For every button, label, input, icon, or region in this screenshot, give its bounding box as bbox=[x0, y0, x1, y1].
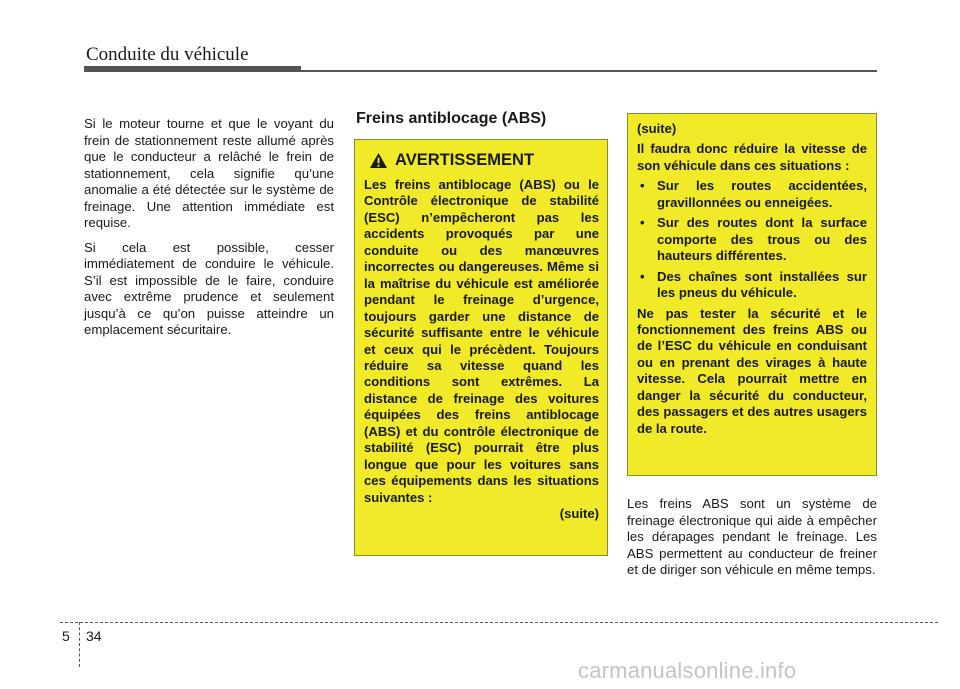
warning-box bbox=[354, 139, 608, 556]
warning-body: Les freins antiblocage (ABS) ou le Contrôle électronique de stabilité (ESC) n’empêcheront pas les accidents provoqués par une conduite ou des manœuvres incorrectes ou dangereuses. Même si la maîtrise du véhicule est améliorée pendant le freinage d’urgence, toujours garder une distance de sécurité suffisante entre le véhicule et ceux qui le précèdent. Toujours réduire sa vitesse quand les conditions sont extrêmes. La distance de freinage des voitures équipées des freins antiblocage (ABS) et du contrôle électronique de stabilité (ESC) pourrait être plus longue que pour les voitures sans ces équipements dans les situations suivantes : bbox=[364, 177, 599, 505]
page-number: 34 bbox=[86, 628, 102, 644]
continued-label: (suite) bbox=[637, 121, 677, 136]
left-column bbox=[84, 116, 334, 347]
footer-divider bbox=[79, 622, 80, 667]
paragraph-parking-brake-warning: Si le moteur tourne et que le voyant du frein de stationnement reste allumé après que le conducteur a relâché le frein de stationnement, cela signifie qu’une anomalie a été détectée sur le système de freinage. Une attention immédiate est requise. bbox=[84, 116, 334, 230]
paragraph-stop-driving: Si cela est possible, cesser immédiatement de conduire le véhicule. S’il est impossible de le faire, conduire avec extrême prudence et seulement jusqu’à ce qu’on puisse atteindre un emplacement sécuritaire. bbox=[84, 239, 334, 337]
warning-continued-label: (suite) bbox=[559, 506, 599, 522]
situation-list bbox=[637, 178, 867, 301]
warning-continued-box bbox=[627, 113, 877, 476]
page-header-title: Conduite du véhicule bbox=[86, 44, 249, 65]
section-title-abs: Freins antiblocage (ABS) bbox=[356, 110, 547, 127]
chapter-number: 5 bbox=[62, 628, 70, 644]
continued-closing: Ne pas tester la sécurité et le fonctionnement des freins ABS ou de l’ESC du véhicule en conduisant ou en prenant des virages à haute vitesse. Cela pourrait mettre en danger la sécurité du conducteur, des passagers et des autres usagers de la route. bbox=[637, 305, 867, 436]
header-rule-thick bbox=[84, 66, 301, 72]
watermark: carmanualsonline.info bbox=[578, 658, 797, 683]
list-item: • Sur les routes accidentées, gravillonnées ou enneigées. bbox=[637, 178, 867, 211]
warning-title: AVERTISSEMENT bbox=[395, 151, 535, 169]
abs-description-paragraph: Les freins ABS sont un système de freinage électronique qui aide à empêcher les dérapages pendant le freinage. Les ABS permettent au conducteur de freiner et de diriger son véhicule en même temps. bbox=[627, 496, 877, 577]
warning-header bbox=[369, 151, 599, 170]
header-rule-thin bbox=[301, 70, 877, 72]
warning-triangle-icon bbox=[369, 152, 388, 169]
footer-rule bbox=[60, 622, 938, 623]
list-item: • Sur des routes dont la surface comporte des trous ou des hauteurs différentes. bbox=[637, 215, 867, 264]
list-item: • Des chaînes sont installées sur les pneus du véhicule. bbox=[637, 269, 867, 302]
continued-intro: Il faudra donc réduire la vitesse de son véhicule dans ces situations : bbox=[637, 141, 867, 173]
